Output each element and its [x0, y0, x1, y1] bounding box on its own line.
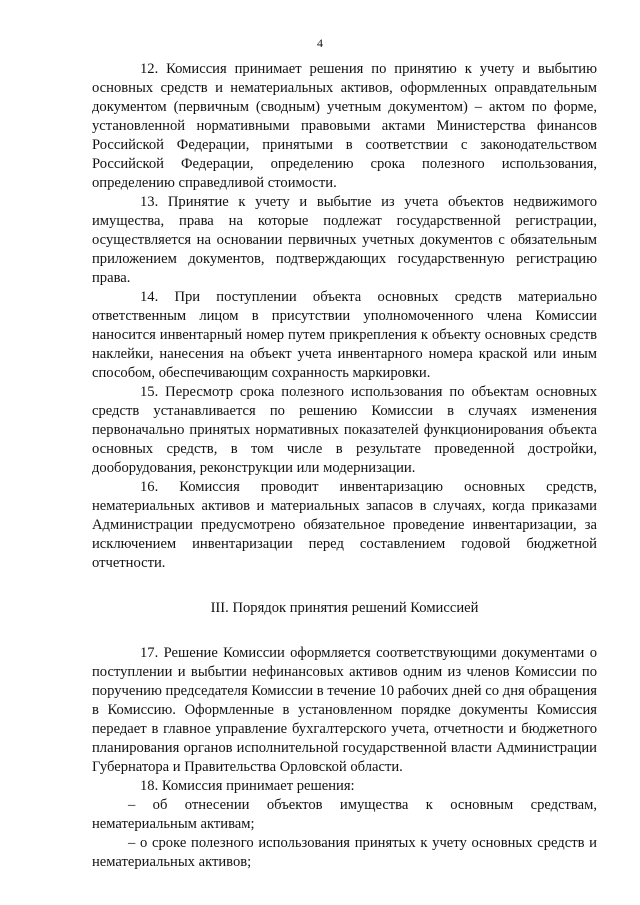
list-item: – об отнесении объектов имущества к основным средствам, нематериальным активам; [92, 797, 597, 832]
paragraph-16: 16. Комиссия проводит инвентаризацию основных средств, нематериальных активов и материальных запасов в случаях, когда приказами Администрации предусмотрено обязательное проведение инвентаризации, за исключением инвентаризации перед составлением годовой бюджетной отчетности. [92, 479, 597, 571]
paragraph-17: 17. Решение Комиссии оформляется соответствующими документами о поступлении и выбытии нефинансовых активов одним из членов Комиссии по поручению председателя Комиссии в течение 10 рабочих дней со дня обращения в Комиссию. Оформленные в установленном порядке документы Комиссия передает в главное управление бухгалтерского учета, отчетности и бюджетного планирования органов исполнительной государственной власти Администрации Губернатора и Правительства Орловской области. [92, 645, 597, 775]
page-number: 4 [317, 36, 323, 50]
paragraph-15: 15. Пересмотр срока полезного использования по объектам основных средств устанавливается по решению Комиссии в случаях изменения первоначально принятых нормативных показателей функционирования объекта основных средств, в том числе в результате проведенной достройки, дооборудования, реконструкции или модернизации. [92, 384, 597, 476]
paragraph-14: 14. При поступлении объекта основных средств материально ответственным лицом в присутствии уполномоченного члена Комиссии наносится инвентарный номер путем прикрепления к объекту основных средств наклейки, нанесения на объект учета инвентарного номера краской или иным способом, обеспечивающим сохранность маркировки. [92, 289, 597, 381]
section-heading: III. Порядок принятия решений Комиссией [210, 600, 479, 616]
paragraph-13: 13. Принятие к учету и выбытие из учета объектов недвижимого имущества, права на которые подлежат государственной регистрации, осуществляется на основании первичных учетных документов с обязательным приложением документов, подтверждающих государственную регистрацию права. [92, 194, 597, 286]
paragraph-12: 12. Комиссия принимает решения по принятию к учету и выбытию основных средств и нематериальных активов, оформленных оправдательным документом (первичным (сводным) учетным документом) – актом по форме, установленной нормативными правовыми актами Министерства финансов Российской Федерации, принятыми в соответствии с законодательством Российской Федерации, определению срока полезного использования, определению справедливой стоимости. [92, 61, 597, 191]
paragraph-18: 18. Комиссия принимает решения: [140, 778, 355, 794]
list-item: – о сроке полезного использования принятых к учету основных средств и нематериальных активов; [92, 835, 597, 870]
document-body [92, 60, 597, 872]
